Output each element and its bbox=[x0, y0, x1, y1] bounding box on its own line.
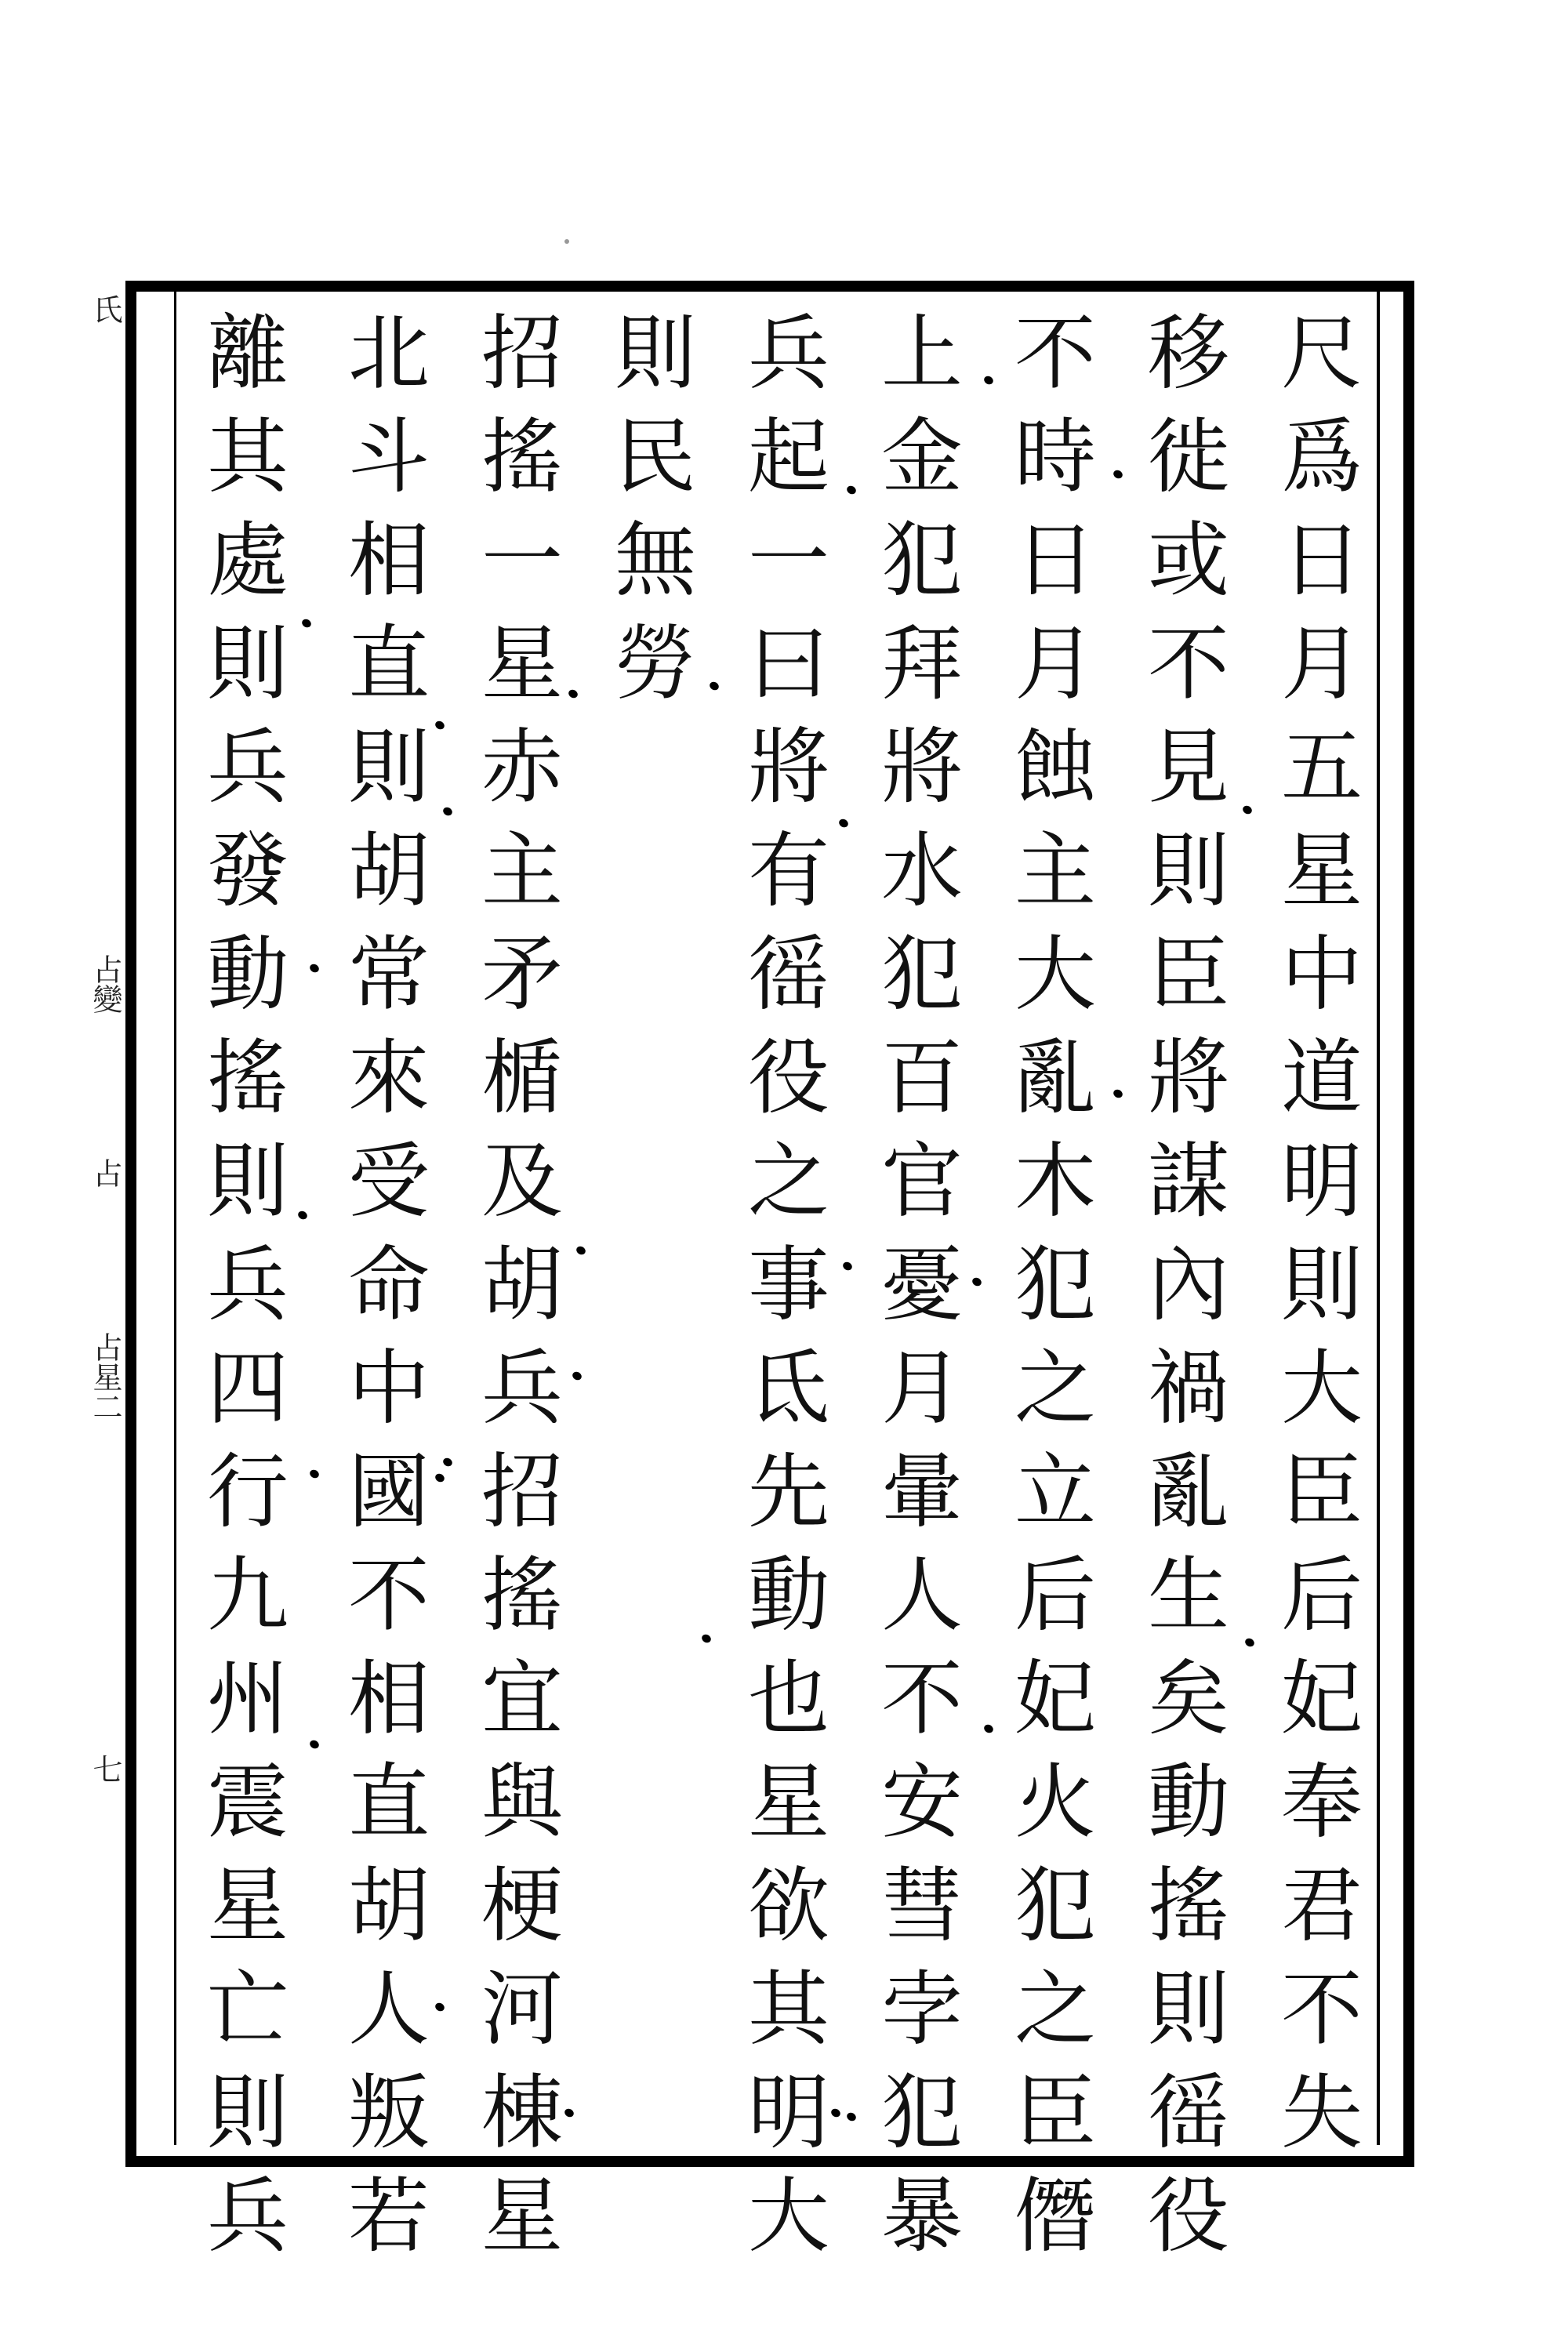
text-column-3: 不時日月蝕主大亂木犯之立后妃火犯之臣僭 bbox=[1000, 310, 1096, 2276]
margin-section: 占 bbox=[88, 1158, 122, 1188]
frame-inner-left-rule bbox=[174, 292, 176, 2145]
margin-strip bbox=[88, 294, 127, 2144]
text-column-5: 兵起一曰將有徭役之事氐先動也星欲其明大 bbox=[734, 310, 829, 2276]
margin-subtitle: 占變 bbox=[88, 954, 122, 1014]
margin-page-number: 七 bbox=[88, 1754, 122, 1784]
text-column-8: 北斗相直則胡常來受命中國不相直胡人叛若 bbox=[334, 310, 430, 2276]
margin-section-2: 占星二 bbox=[88, 1332, 122, 1421]
margin-title: 氏 bbox=[88, 294, 122, 324]
ink-smudge bbox=[564, 239, 569, 244]
text-column-4: 上金犯拜將水犯百官憂月暈人不安彗孛犯暴 bbox=[867, 310, 963, 2276]
text-column-9: 離其處則兵發動搖則兵四行九州震星亡則兵 bbox=[193, 310, 289, 2276]
text-column-7: 招搖一星赤主矛楯及胡兵招搖宜與梗河棟星 bbox=[467, 310, 563, 2276]
text-column-1: 尺爲日月五星中道明則大臣后妃奉君不失 bbox=[1267, 310, 1363, 2172]
frame-left-border bbox=[125, 281, 136, 2167]
frame-inner-right-rule bbox=[1377, 292, 1380, 2145]
text-column-2: 移徙或不見則臣將謀內禍亂生矣動搖則徭役 bbox=[1134, 310, 1229, 2276]
text-column-6: 則民無勞 bbox=[601, 310, 696, 724]
